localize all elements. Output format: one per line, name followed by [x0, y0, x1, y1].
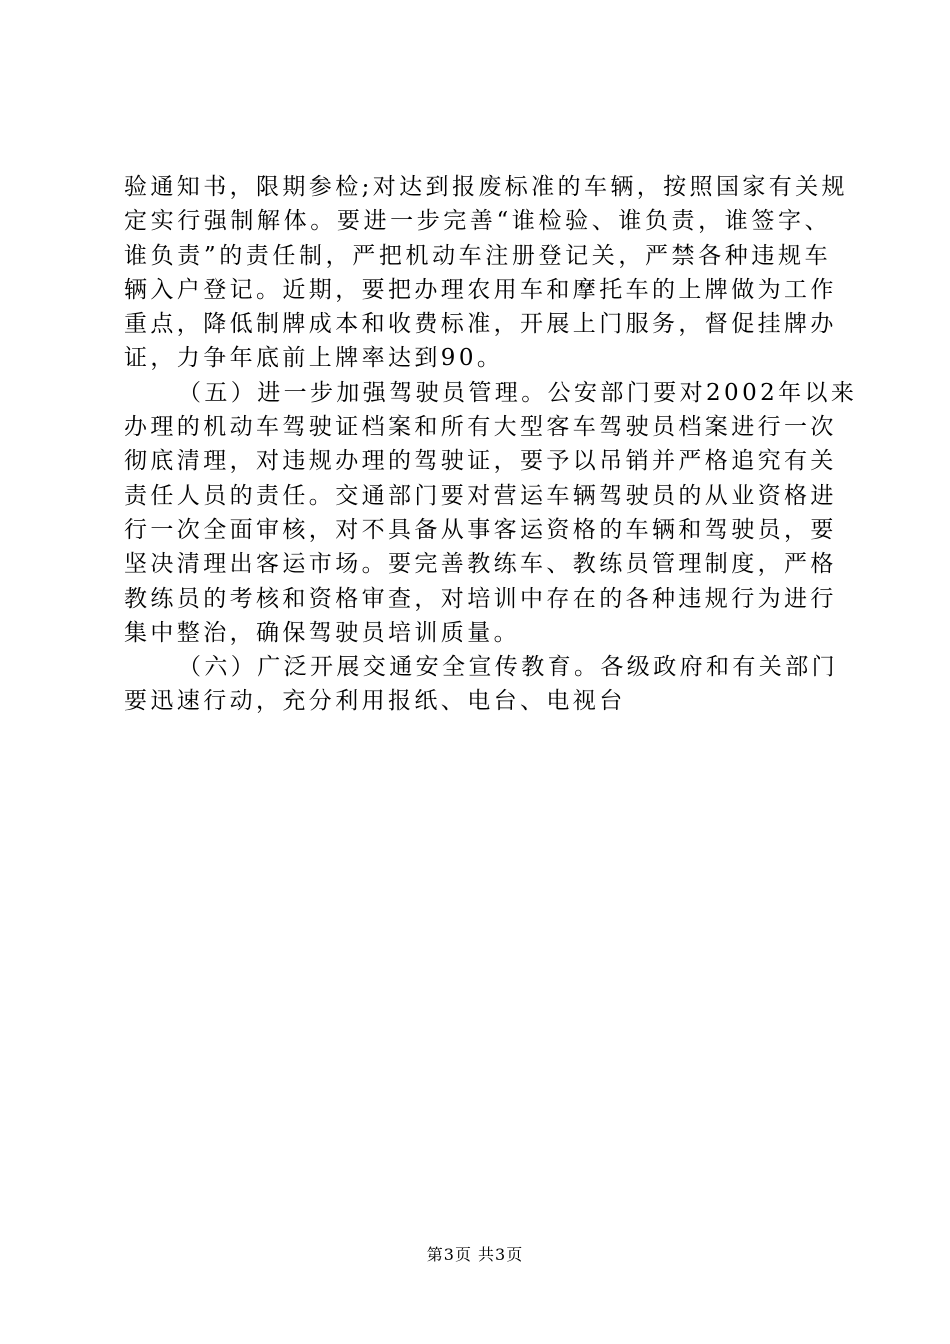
text-line: 行一次全面审核，对不具备从事客运资格的车辆和驾驶员，要 [124, 516, 837, 543]
text-line: 坚决清理出客运市场。要完善教练车、教练员管理制度，严格 [124, 551, 837, 578]
paragraph-start-line: （五）进一步加强驾驶员管理。公安部门要对2002年以来 [178, 379, 858, 406]
text-line: 责任人员的责任。交通部门要对营运车辆驾驶员的从业资格进 [124, 482, 837, 509]
text-line: 定实行强制解体。要进一步完善“谁检验、谁负责，谁签字、 [124, 208, 831, 235]
text-line: 重点，降低制牌成本和收费标准，开展上门服务，督促挂牌办 [124, 311, 837, 338]
text-line: 验通知书，限期参检;对达到报废标准的车辆，按照国家有关规 [124, 174, 848, 200]
text-line: 办理的机动车驾驶证档案和所有大型客车驾驶员档案进行一次 [124, 414, 837, 441]
text-line: 集中整治，确保驾驶员培训质量。 [124, 619, 520, 646]
page-footer: 第3页 共3页 [426, 1245, 524, 1264]
paragraph-start-line: （六）广泛开展交通安全宣传教育。各级政府和有关部门 [178, 654, 838, 681]
text-line: 谁负责”的责任制，严把机动车注册登记关，严禁各种违规车 [124, 242, 831, 269]
text-line: 辆入户登记。近期，要把办理农用车和摩托车的上牌做为工作 [124, 276, 837, 303]
text-line: 证，力争年底前上牌率达到90。 [124, 345, 504, 372]
text-line: 要迅速行动，充分利用报纸、电台、电视台 [124, 688, 626, 715]
text-line: 彻底清理，对违规办理的驾驶证，要予以吊销并严格追究有关 [124, 448, 837, 475]
text-line: 教练员的考核和资格审查，对培训中存在的各种违规行为进行 [124, 585, 837, 612]
document-body [124, 170, 858, 719]
